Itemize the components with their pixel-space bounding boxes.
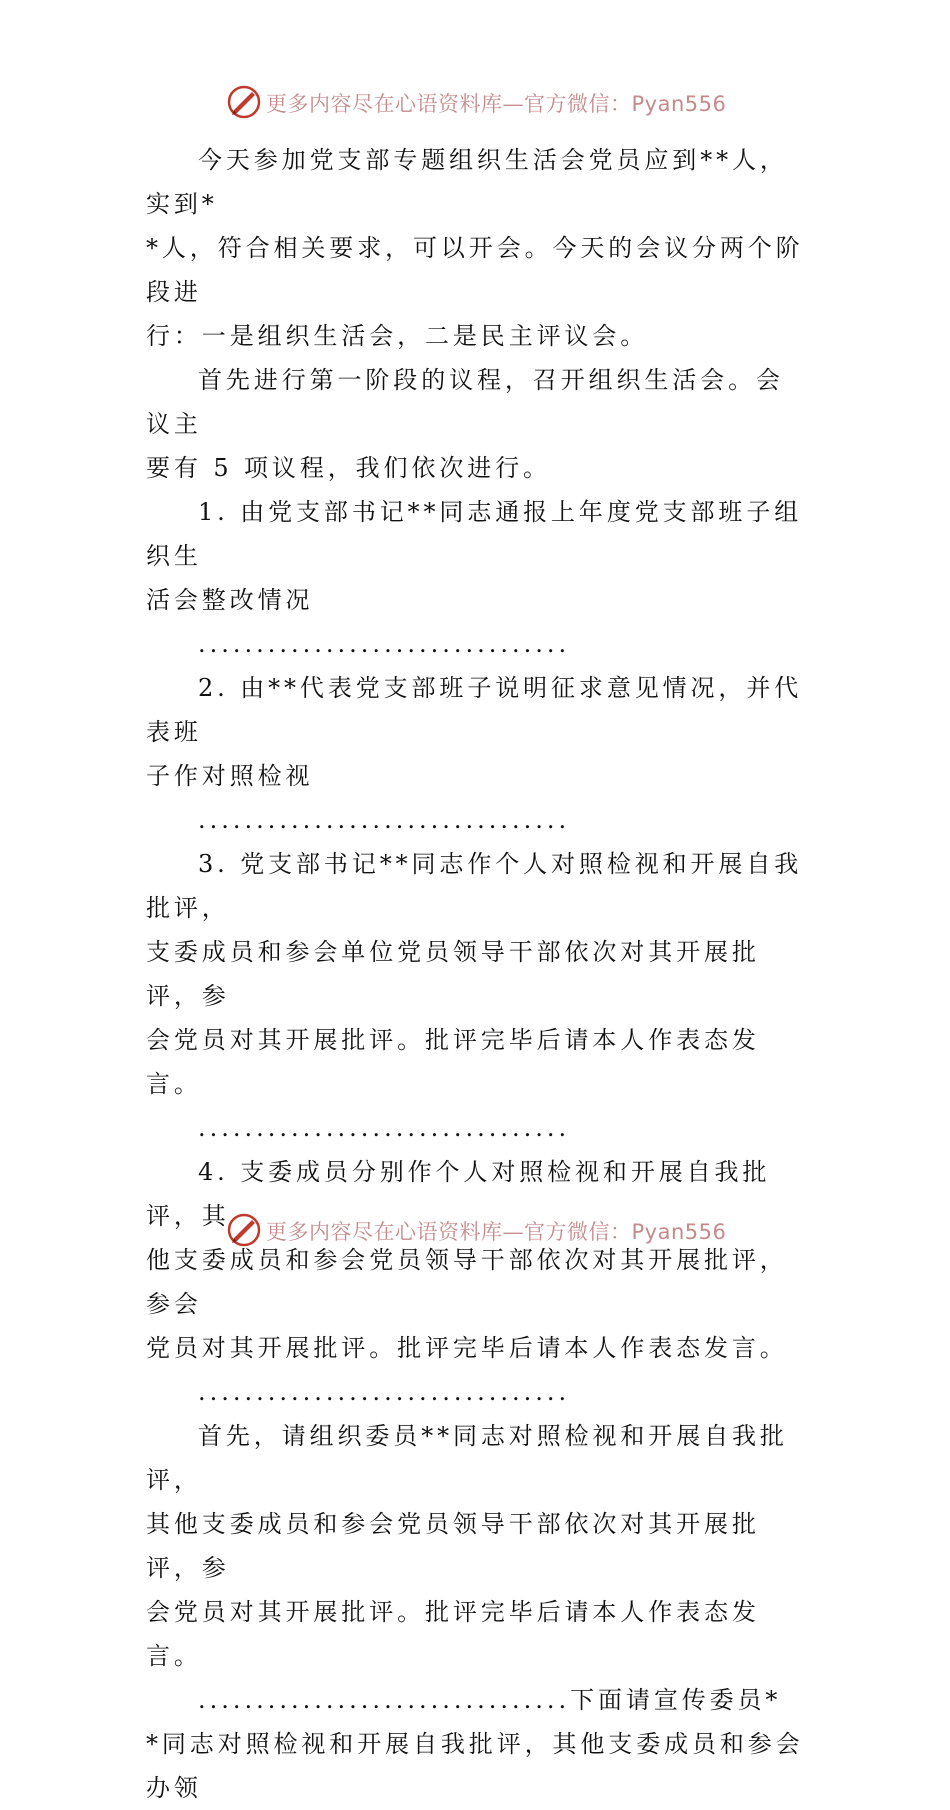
paragraph-organization-member: 首先，请组织委员**同志对照检视和开展自我批评， 其他支委成员和参会党员领导干部依次对其开展批评，参 会党员对其开展批评。批评完毕后请本人作表态发言。 — [146, 1422, 788, 1670]
agenda-item-3: 3. 党支部书记**同志作个人对照检视和开展自我批评， 支委成员和参会单位党员领导干部依次对其开展批评，参 会党员对其开展批评。批评完毕后请本人作表态发言。 — [146, 850, 803, 1098]
footer-watermark-banner — [0, 1210, 950, 1250]
paragraph-attendance: 今天参加党支部专题组织生活会党员应到**人，实到* *人，符合相关要求，可以开会。今天的会议分两个阶段进 行：一是组织生活会，二是民主评议会。 — [146, 146, 804, 350]
pen-logo-icon — [226, 84, 262, 120]
header-watermark-banner — [0, 82, 950, 122]
ellipsis-line: ................................ — [198, 1114, 571, 1142]
pen-logo-icon — [226, 1212, 262, 1248]
paragraph-agenda-intro: 首先进行第一阶段的议程，召开组织生活会。会议主 要有 5 项议程，我们依次进行。 — [146, 366, 784, 482]
watermark-text: 更多内容尽在心语资料库—官方微信：Pyan556 — [266, 1220, 727, 1244]
paragraph-propaganda-member-cont: *同志对照检视和开展自我批评，其他支委成员和参会办领 — [146, 1730, 804, 1802]
document-body — [146, 138, 806, 1810]
agenda-item-4: 4. 支委成员分别作个人对照检视和开展自我批评，其 他支委成员和参会党员领导干部依次对其开展批评，参会 党员对其开展批评。批评完毕后请本人作表态发言。 — [146, 1158, 788, 1362]
paragraph-propaganda-member: ................................下面请宣传委员* — [198, 1686, 782, 1714]
agenda-item-2: 2. 由**代表党支部班子说明征求意见情况，并代表班 子作对照检视 — [146, 674, 803, 790]
watermark-text: 更多内容尽在心语资料库—官方微信：Pyan556 — [266, 92, 727, 116]
agenda-item-1: 1. 由党支部书记**同志通报上年度党支部班子组织生 活会整改情况 — [146, 498, 803, 614]
ellipsis-line: ................................ — [198, 806, 571, 834]
ellipsis-line: ................................ — [198, 1378, 571, 1406]
ellipsis-line: ................................ — [198, 630, 571, 658]
